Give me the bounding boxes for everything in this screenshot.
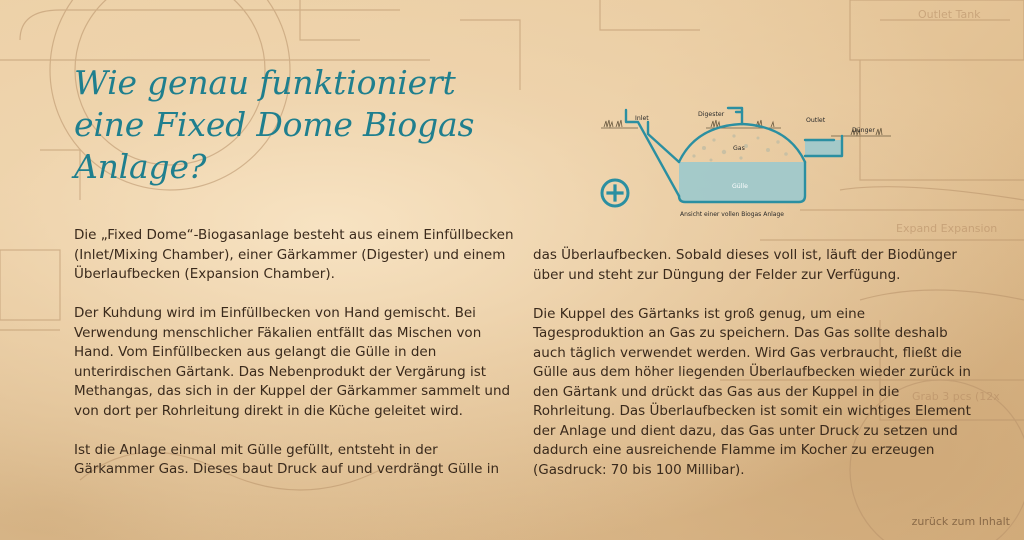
paragraph: Der Kuhdung wird im Einfüllbecken von Hand gemischt. Bei Verwendung menschlicher Fäkalien entfällt das Mischen von Hand. Vom Einfüllbecken aus gelangt die Gülle in den unterirdischen Gärtank. Das Nebenprodukt der Vergärung ist Methangas, das sich in der Kuppel der Gärkammer sammelt und von dort per Rohrleitung direkt in die Küche geleitet wird. [74, 305, 511, 419]
paragraph: Ist die Anlage einmal mit Gülle gefüllt, entsteht in der Gärkammer Gas. Dieses baut Druck auf und verdrängt Gülle in [74, 441, 500, 477]
diagram-label-slurry: Gülle [732, 183, 748, 190]
page-title: Wie genau funktioniert eine Fixed Dome Biogas Anlage? [74, 63, 475, 186]
diagram-label-digester: Digester [698, 111, 725, 118]
plus-circle-icon [602, 180, 628, 206]
zoom-plus-button[interactable] [599, 177, 631, 209]
diagram-label-gas: Gas [733, 145, 745, 152]
text-column-left [74, 226, 514, 480]
diagram-label-inlet: Inlet [635, 115, 649, 122]
paragraph: Die „Fixed Dome“-Biogasanlage besteht aus einem Einfüllbecken (Inlet/Mixing Chamber), einer Gärkammer (Digester) und einem Überlaufbecken (Expansion Chamber). [74, 227, 514, 282]
blueprint-text-grab: Grab 3 pcs (12x [912, 390, 1000, 403]
text-column-right [533, 246, 973, 480]
blueprint-text-expansion: Expand Expansion [896, 222, 998, 235]
paragraph: Die Kuppel des Gärtanks ist groß genug, um eine Tagesproduktion an Gas zu speichern. Das Gas sollte deshalb auch täglich verwendet werden. Wird Gas verbraucht, fließt die Gülle aus dem höher liegenden Überlaufbecken wieder zurück in den Gärtank und drückt das Gas aus der Kuppel in die Rohrleitung. Das Überlaufbecken ist somit ein wichtiges Element der Anlage und dient dazu, das Gas unter Druck zu setzen und dadurch eine ausreichende Flamme im Kocher zu erzeugen (Gasdruck: 70 bis 100 Millibar). [533, 305, 971, 478]
diagram-label-fertilizer: Dünger [852, 127, 875, 134]
diagram-label-outlet: Outlet [806, 117, 826, 124]
blueprint-text-outlet-tank: Outlet Tank [918, 8, 981, 21]
biogas-diagram [596, 100, 896, 224]
paragraph: das Überlaufbecken. Sobald dieses voll ist, läuft der Biodünger über und steht zur Düngung der Felder zur Verfügung. [533, 247, 957, 283]
diagram-caption: Ansicht einer vollen Biogas Anlage [680, 211, 784, 218]
back-to-contents-link[interactable]: zurück zum Inhalt [911, 515, 1010, 528]
